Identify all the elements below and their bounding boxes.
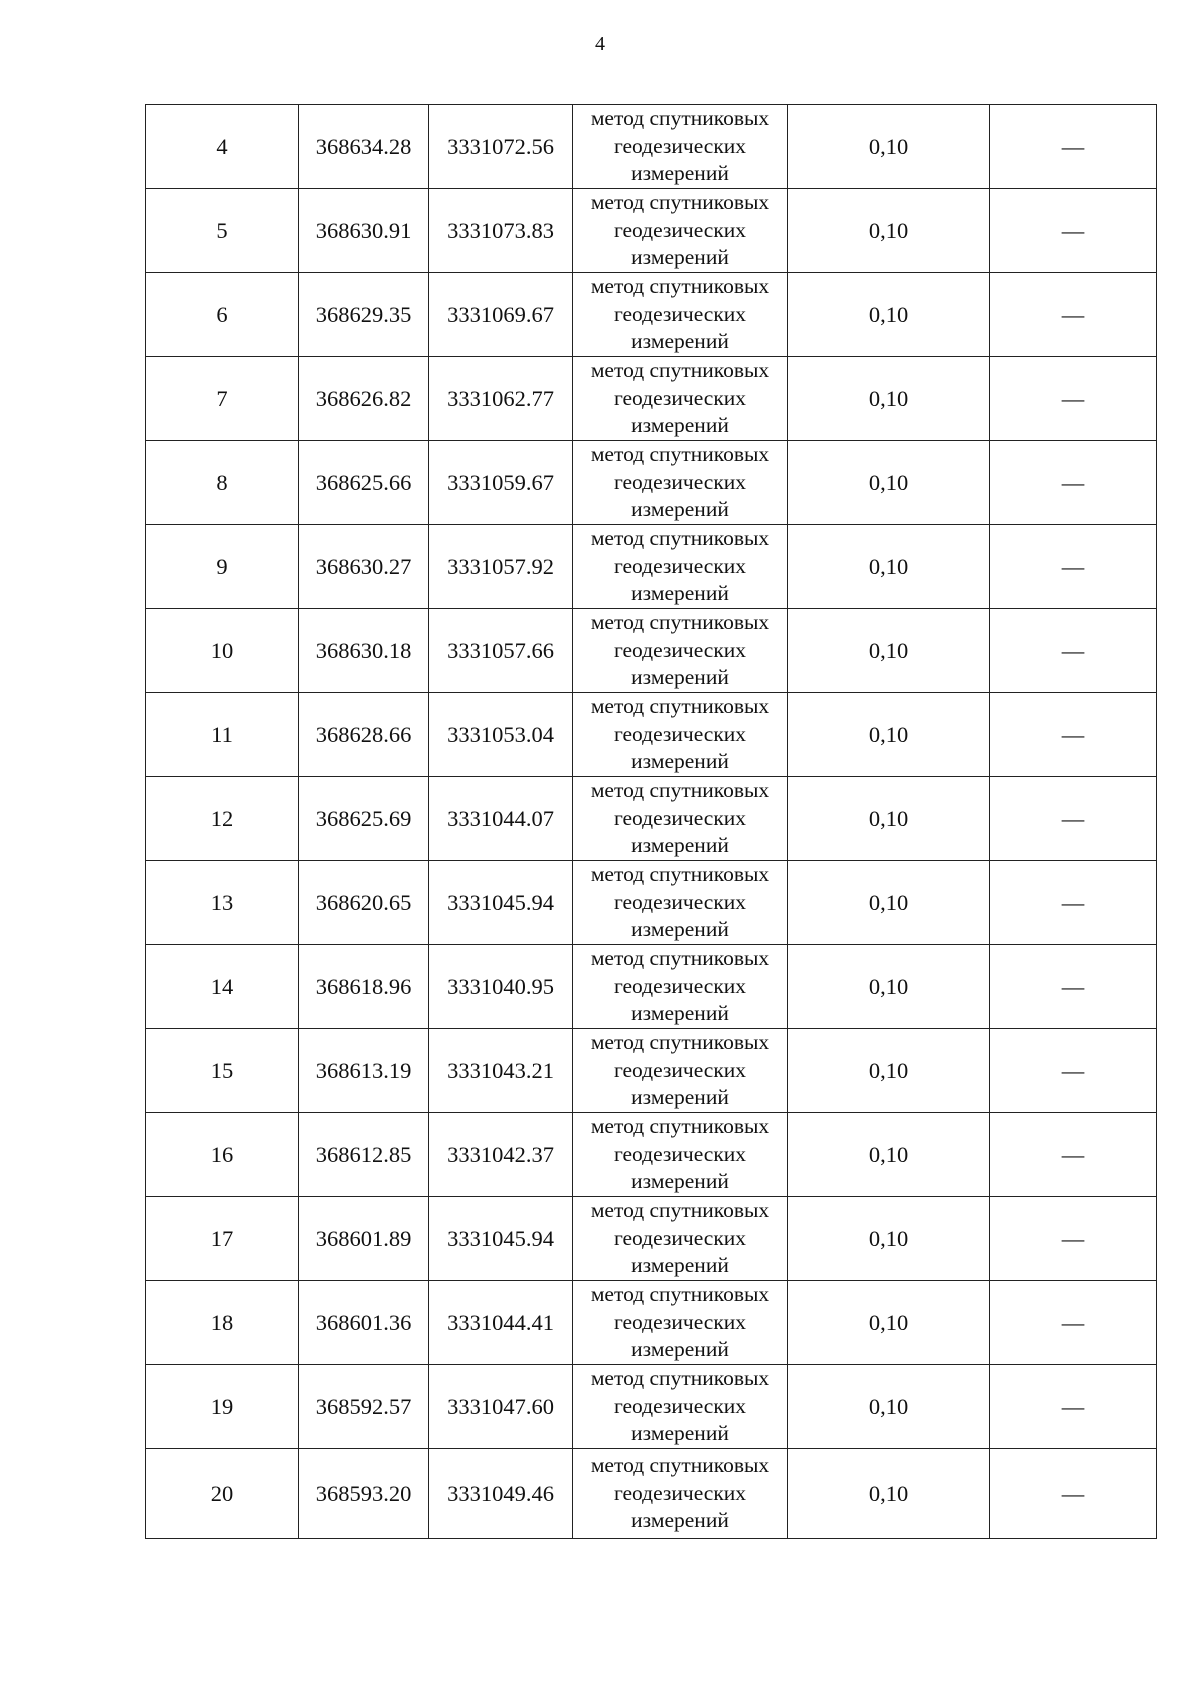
accuracy-cell: 0,10 — [788, 1197, 990, 1281]
coordinate-y-cell: 3331059.67 — [429, 441, 573, 525]
method-cell: метод спутниковых геодезических измерений — [573, 777, 788, 861]
method-cell: метод спутниковых геодезических измерений — [573, 945, 788, 1029]
coordinate-y-cell: 3331045.94 — [429, 1197, 573, 1281]
coordinate-y-cell: 3331040.95 — [429, 945, 573, 1029]
table-row — [146, 1113, 1157, 1197]
coordinate-y-cell: 3331053.04 — [429, 693, 573, 777]
note-cell: — — [990, 609, 1157, 693]
accuracy-cell: 0,10 — [788, 1113, 990, 1197]
coordinate-y-cell: 3331047.60 — [429, 1365, 573, 1449]
note-cell: — — [990, 1029, 1157, 1113]
table-row — [146, 1365, 1157, 1449]
table-row — [146, 693, 1157, 777]
accuracy-cell: 0,10 — [788, 273, 990, 357]
point-number-cell: 11 — [146, 693, 299, 777]
table-row — [146, 273, 1157, 357]
note-cell: — — [990, 861, 1157, 945]
table-row — [146, 777, 1157, 861]
table-row — [146, 609, 1157, 693]
method-cell: метод спутниковых геодезических измерений — [573, 357, 788, 441]
point-number-cell: 5 — [146, 189, 299, 273]
coordinates-table — [145, 104, 1157, 1539]
accuracy-cell: 0,10 — [788, 693, 990, 777]
accuracy-cell: 0,10 — [788, 609, 990, 693]
point-number-cell: 12 — [146, 777, 299, 861]
coordinate-x-cell: 368601.89 — [299, 1197, 429, 1281]
coordinate-x-cell: 368601.36 — [299, 1281, 429, 1365]
accuracy-cell: 0,10 — [788, 525, 990, 609]
note-cell: — — [990, 1365, 1157, 1449]
coordinate-y-cell: 3331043.21 — [429, 1029, 573, 1113]
method-cell: метод спутниковых геодезических измерений — [573, 1029, 788, 1113]
coordinate-y-cell: 3331057.92 — [429, 525, 573, 609]
note-cell: — — [990, 693, 1157, 777]
note-cell: — — [990, 777, 1157, 861]
coordinate-x-cell: 368592.57 — [299, 1365, 429, 1449]
coordinate-x-cell: 368625.69 — [299, 777, 429, 861]
point-number-cell: 18 — [146, 1281, 299, 1365]
coordinate-x-cell: 368630.91 — [299, 189, 429, 273]
note-cell: — — [990, 357, 1157, 441]
method-cell: метод спутниковых геодезических измерений — [573, 105, 788, 189]
table-row — [146, 1029, 1157, 1113]
coordinate-x-cell: 368593.20 — [299, 1449, 429, 1539]
coordinate-y-cell: 3331072.56 — [429, 105, 573, 189]
accuracy-cell: 0,10 — [788, 777, 990, 861]
coordinate-x-cell: 368612.85 — [299, 1113, 429, 1197]
point-number-cell: 8 — [146, 441, 299, 525]
method-cell: метод спутниковых геодезических измерений — [573, 273, 788, 357]
point-number-cell: 10 — [146, 609, 299, 693]
point-number-cell: 19 — [146, 1365, 299, 1449]
note-cell: — — [990, 1197, 1157, 1281]
coordinate-y-cell: 3331042.37 — [429, 1113, 573, 1197]
point-number-cell: 13 — [146, 861, 299, 945]
method-cell: метод спутниковых геодезических измерений — [573, 525, 788, 609]
note-cell: — — [990, 105, 1157, 189]
table-row — [146, 1449, 1157, 1539]
accuracy-cell: 0,10 — [788, 1281, 990, 1365]
method-cell: метод спутниковых геодезических измерений — [573, 1197, 788, 1281]
point-number-cell: 14 — [146, 945, 299, 1029]
accuracy-cell: 0,10 — [788, 861, 990, 945]
coordinate-y-cell: 3331069.67 — [429, 273, 573, 357]
note-cell: — — [990, 1113, 1157, 1197]
method-cell: метод спутниковых геодезических измерений — [573, 693, 788, 777]
point-number-cell: 16 — [146, 1113, 299, 1197]
accuracy-cell: 0,10 — [788, 357, 990, 441]
coordinate-x-cell: 368618.96 — [299, 945, 429, 1029]
point-number-cell: 9 — [146, 525, 299, 609]
table-row — [146, 441, 1157, 525]
note-cell: — — [990, 441, 1157, 525]
method-cell: метод спутниковых геодезических измерений — [573, 609, 788, 693]
note-cell: — — [990, 525, 1157, 609]
table-row — [146, 945, 1157, 1029]
table-row — [146, 1281, 1157, 1365]
coordinate-x-cell: 368634.28 — [299, 105, 429, 189]
coordinate-x-cell: 368625.66 — [299, 441, 429, 525]
point-number-cell: 6 — [146, 273, 299, 357]
coordinate-y-cell: 3331062.77 — [429, 357, 573, 441]
accuracy-cell: 0,10 — [788, 441, 990, 525]
point-number-cell: 15 — [146, 1029, 299, 1113]
accuracy-cell: 0,10 — [788, 1365, 990, 1449]
table-row — [146, 861, 1157, 945]
coordinate-x-cell: 368630.27 — [299, 525, 429, 609]
table-row — [146, 525, 1157, 609]
accuracy-cell: 0,10 — [788, 189, 990, 273]
point-number-cell: 7 — [146, 357, 299, 441]
page-number: 4 — [595, 33, 605, 55]
method-cell: метод спутниковых геодезических измерений — [573, 1365, 788, 1449]
note-cell: — — [990, 1449, 1157, 1539]
coordinate-x-cell: 368630.18 — [299, 609, 429, 693]
table-row — [146, 1197, 1157, 1281]
coordinate-x-cell: 368628.66 — [299, 693, 429, 777]
table-row — [146, 189, 1157, 273]
accuracy-cell: 0,10 — [788, 1449, 990, 1539]
note-cell: — — [990, 945, 1157, 1029]
table-row — [146, 357, 1157, 441]
method-cell: метод спутниковых геодезических измерений — [573, 189, 788, 273]
method-cell: метод спутниковых геодезических измерений — [573, 1281, 788, 1365]
coordinate-x-cell: 368629.35 — [299, 273, 429, 357]
table-row — [146, 105, 1157, 189]
coordinate-y-cell: 3331049.46 — [429, 1449, 573, 1539]
point-number-cell: 17 — [146, 1197, 299, 1281]
coordinate-y-cell: 3331044.41 — [429, 1281, 573, 1365]
coordinate-y-cell: 3331057.66 — [429, 609, 573, 693]
coordinate-x-cell: 368613.19 — [299, 1029, 429, 1113]
note-cell: — — [990, 189, 1157, 273]
coordinate-x-cell: 368626.82 — [299, 357, 429, 441]
note-cell: — — [990, 273, 1157, 357]
point-number-cell: 4 — [146, 105, 299, 189]
accuracy-cell: 0,10 — [788, 945, 990, 1029]
method-cell: метод спутниковых геодезических измерений — [573, 1113, 788, 1197]
note-cell: — — [990, 1281, 1157, 1365]
coordinates-table-body — [146, 105, 1157, 1539]
coordinate-y-cell: 3331045.94 — [429, 861, 573, 945]
method-cell: метод спутниковых геодезических измерений — [573, 1449, 788, 1539]
coordinate-x-cell: 368620.65 — [299, 861, 429, 945]
method-cell: метод спутниковых геодезических измерений — [573, 861, 788, 945]
accuracy-cell: 0,10 — [788, 105, 990, 189]
coordinate-y-cell: 3331073.83 — [429, 189, 573, 273]
point-number-cell: 20 — [146, 1449, 299, 1539]
accuracy-cell: 0,10 — [788, 1029, 990, 1113]
method-cell: метод спутниковых геодезических измерений — [573, 441, 788, 525]
coordinate-y-cell: 3331044.07 — [429, 777, 573, 861]
